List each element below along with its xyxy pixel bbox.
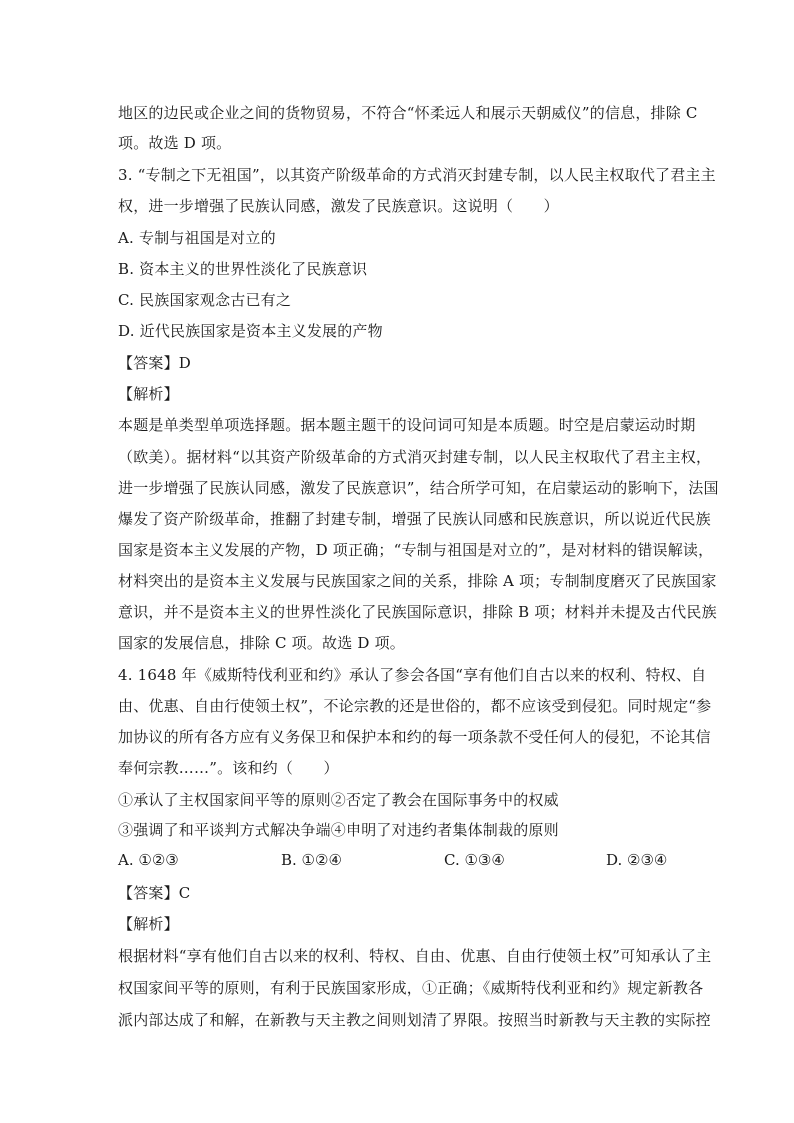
q4-analysis-line-3: 派内部达成了和解，在新教与天主教之间则划清了界限。按照当时新教与天主教的实际控 — [118, 1011, 711, 1029]
q3-option-c: C. 民族国家观念古已有之 — [118, 291, 292, 309]
q3-analysis-line-8: 国家的发展信息，排除 C 项。故选 D 项。 — [118, 634, 405, 652]
q3-analysis-line-1: 本题是单类型单项选择题。据本题主题干的设问词可知是本质题。时空是启蒙运动时期 — [118, 416, 696, 434]
q4-analysis-line-2: 权国家间平等的原则，有利于民族国家形成，①正确；《威斯特伐利亚和约》规定新教各 — [118, 979, 704, 997]
q3-answer: 【答案】D — [118, 354, 192, 372]
q3-option-a: A. 专制与祖国是对立的 — [118, 229, 276, 247]
q4-stem-line-1: 4. 1648 年《威斯特伐利亚和约》承认了参会各国“享有他们自古以来的权利、特权、自 — [118, 666, 707, 684]
q3-stem-line-1: 3. “专制之下无祖国”，以其资产阶级革命的方式消灭封建专制，以人民主权取代了君主主 — [118, 166, 716, 184]
prev-continuation-line-2: 项。故选 D 项。 — [118, 134, 232, 152]
q3-stem-line-2: 权，进一步增强了民族认同感，激发了民族意识。这说明（ ） — [118, 197, 559, 215]
q4-stem-line-4: 奉何宗教……”。该和约（ ） — [118, 759, 339, 777]
q3-analysis-line-6: 材料突出的是资本主义发展与民族国家之间的关系，排除 A 项；专制制度磨灭了民族国家 — [118, 572, 717, 590]
q3-option-b: B. 资本主义的世界性淡化了民族意识 — [118, 260, 368, 278]
q3-analysis-line-3: 进一步增强了民族认同感，激发了民族意识”，结合所学可知，在启蒙运动的影响下，法国 — [118, 479, 719, 497]
q3-analysis-title: 【解析】 — [118, 385, 179, 403]
q3-analysis-line-2: （欧美）。据材料“以其资产阶级革命的方式消灭封建专制，以人民主权取代了君主主权， — [118, 448, 712, 466]
q4-stem-line-3: 加协议的所有各方应有义务保卫和保护本和约的每一项条款不受任何人的侵犯，不论其信 — [118, 728, 711, 746]
q3-analysis-line-7: 意识，并不是资本主义的世界性淡化了民族国际意识，排除 B 项；材料并未提及古代民族 — [118, 603, 717, 621]
q3-analysis-line-4: 爆发了资产阶级革命，推翻了封建专制，增强了民族认同感和民族意识，所以说近代民族 — [118, 510, 711, 528]
q4-stem-line-2: 由、优惠、自由行使领土权”，不论宗教的还是世俗的，都不应该受到侵犯。同时规定“参 — [118, 697, 712, 715]
q4-items-line-2: ③强调了和平谈判方式解决争端④申明了对违约者集体制裁的原则 — [118, 821, 559, 839]
q4-analysis-title: 【解析】 — [118, 915, 179, 933]
q3-analysis-line-5: 国家是资本主义发展的产物，D 项正确；“专制与祖国是对立的”，是对材料的错误解读， — [118, 541, 714, 559]
q4-option-c: C. ①③④ — [444, 851, 505, 869]
q4-answer: 【答案】C — [118, 884, 191, 902]
q4-option-d: D. ②③④ — [606, 851, 668, 869]
q4-option-a: A. ①②③ — [118, 851, 179, 869]
q4-option-b: B. ①②④ — [281, 851, 342, 869]
prev-continuation-line-1: 地区的边民或企业之间的货物贸易，不符合“怀柔远人和展示天朝威仪”的信息，排除 C — [118, 104, 698, 122]
q4-analysis-line-1: 根据材料“享有他们自古以来的权利、特权、自由、优惠、自由行使领土权”可知承认了主 — [118, 947, 712, 965]
q4-options-row — [118, 850, 678, 870]
q4-items-line-1: ①承认了主权国家间平等的原则②否定了教会在国际事务中的权威 — [118, 791, 559, 809]
q3-option-d: D. 近代民族国家是资本主义发展的产物 — [118, 322, 383, 340]
